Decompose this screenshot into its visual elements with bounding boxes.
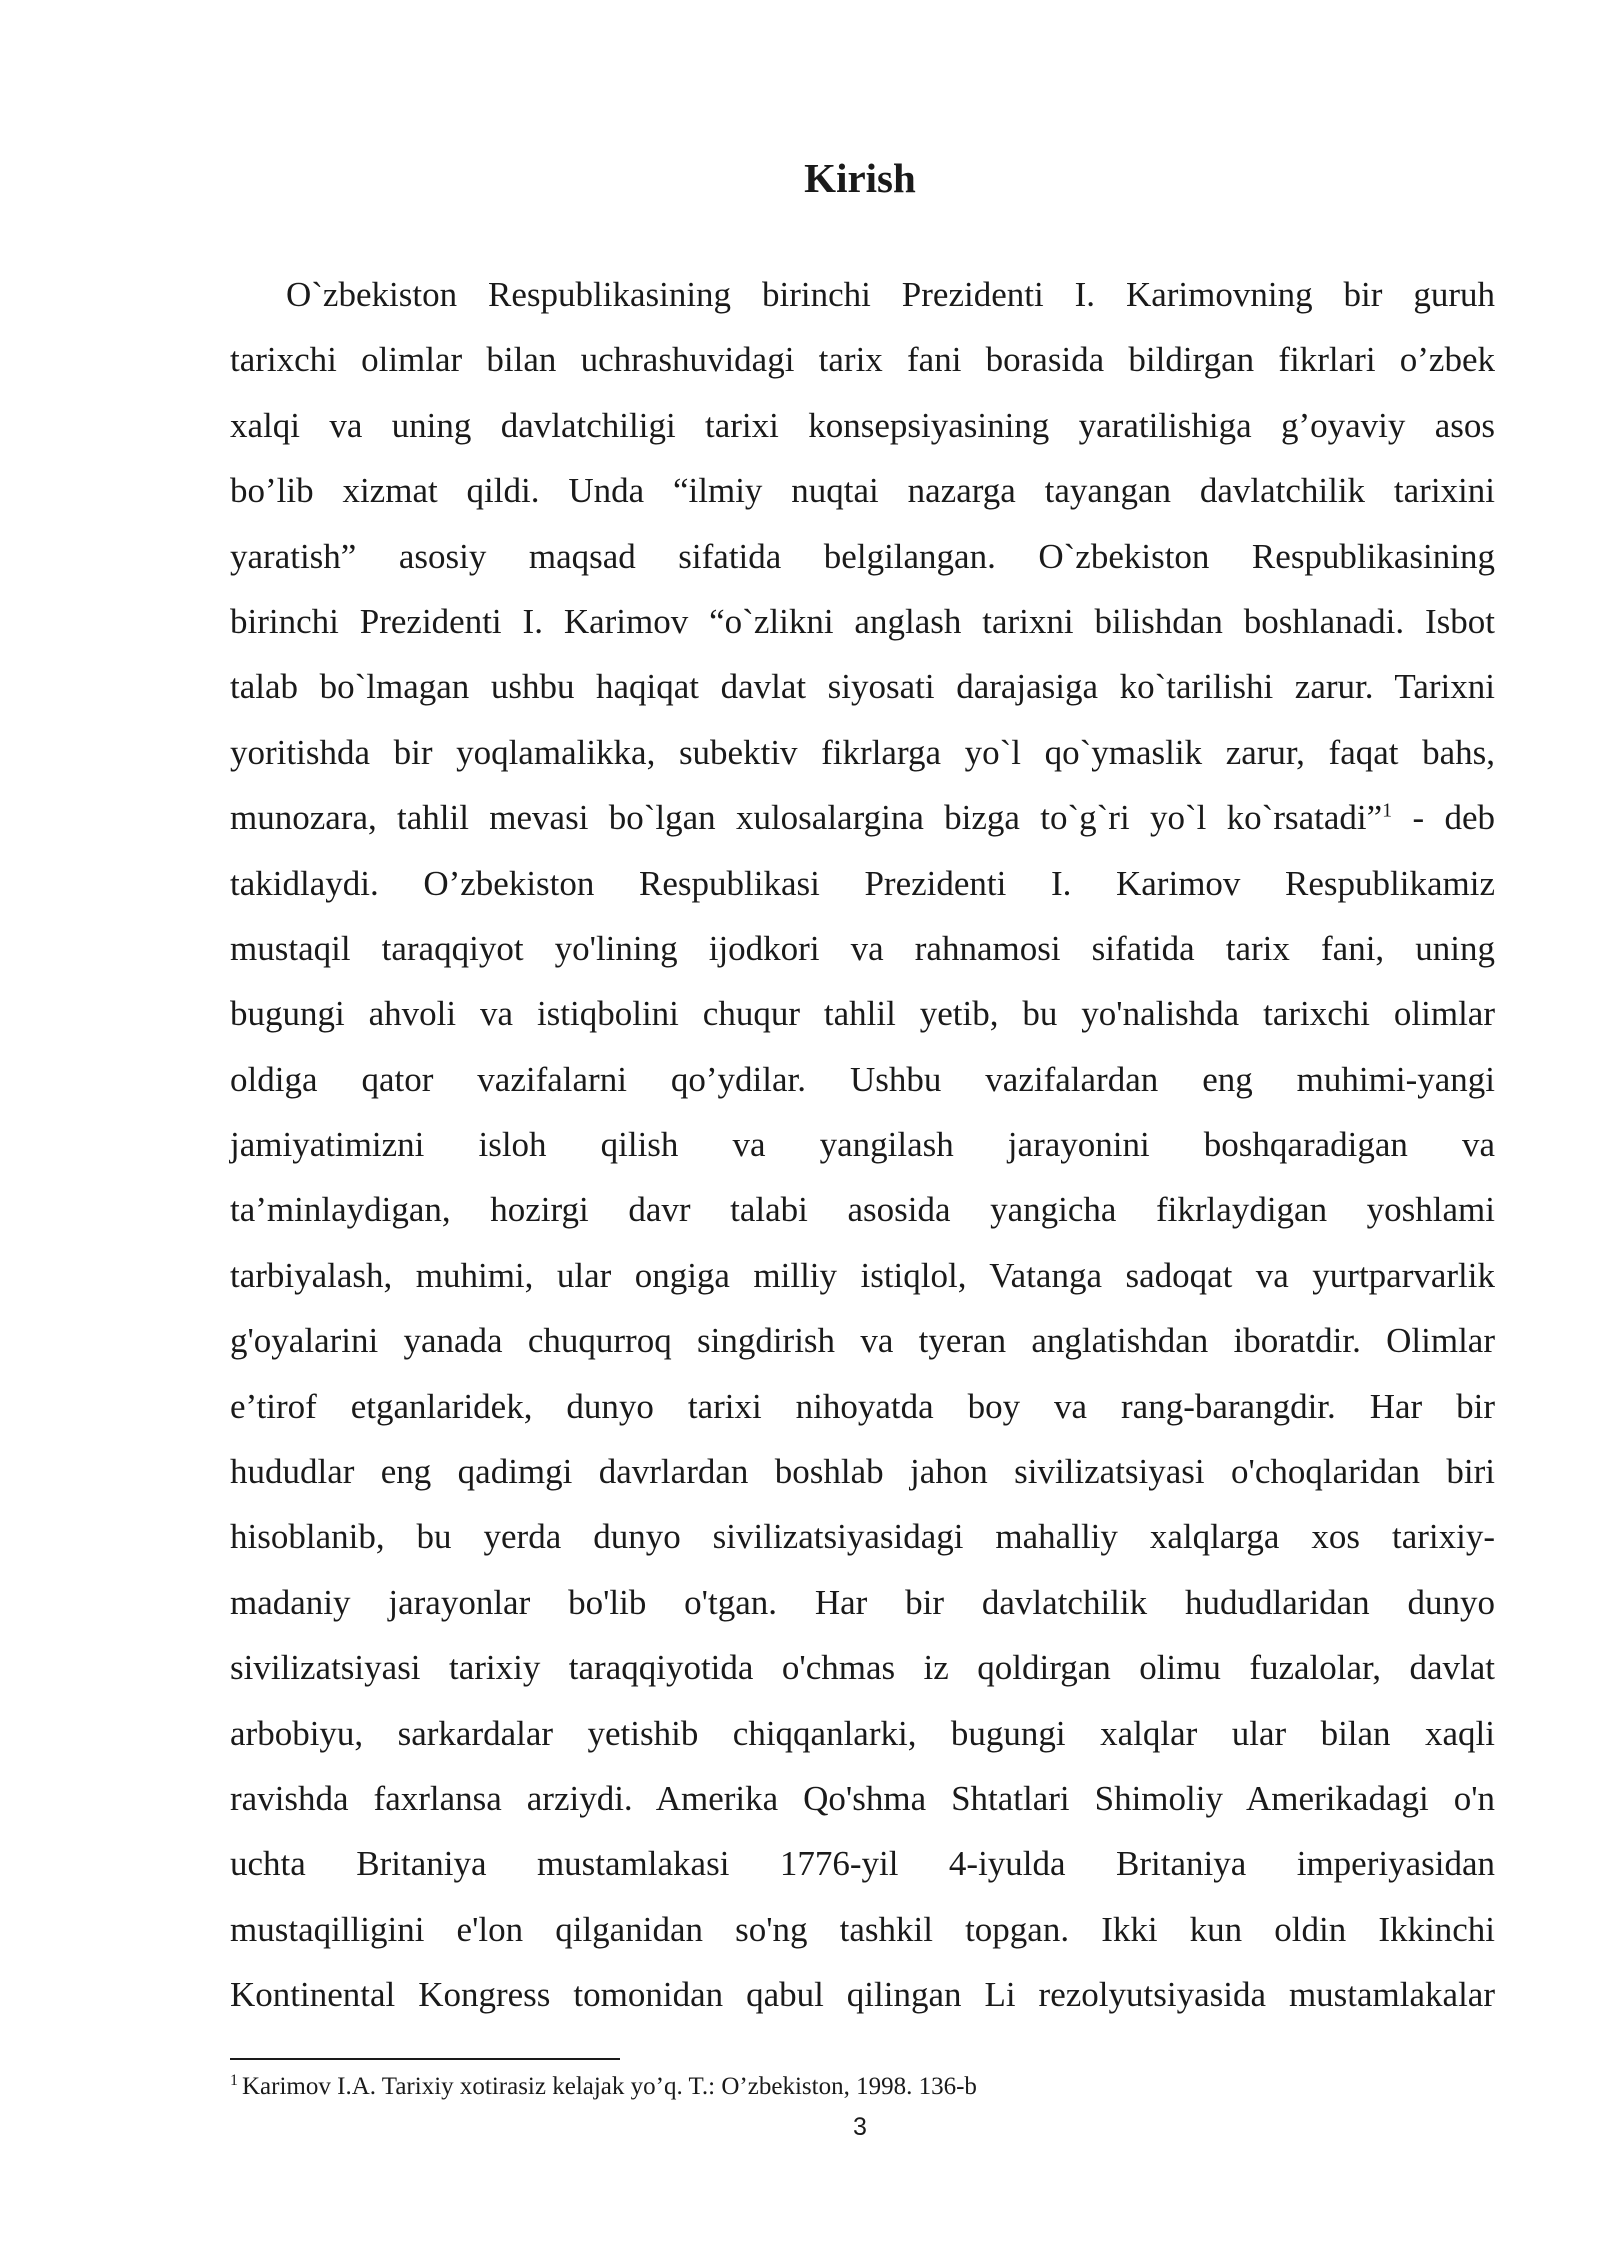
paragraph-line: yaratish” asosiy maqsad sifatida belgilangan. O`zbekiston Respublikasining — [230, 536, 1495, 576]
footnote-separator — [230, 2058, 620, 2060]
paragraph-line: tarixchi olimlar bilan uchrashuvidagi tarix fani borasida bildirgan fikrlari o’zbek — [230, 340, 1495, 380]
paragraph-line: mustaqilligini e'lon qilganidan so'ng tashkil topgan. Ikki kun oldin Ikkinchi — [230, 1909, 1495, 1949]
paragraph-line: hisoblanib, bu yerda dunyo sivilizatsiyasidagi mahalliy xalqlarga xos tarixiy- — [230, 1517, 1495, 1557]
paragraph-line-with-footnote — [230, 785, 1495, 850]
paragraph-line: ta’minlaydigan, hozirgi davr talabi asosida yangicha fikrlaydigan yoshlami — [230, 1190, 1495, 1230]
footnote-text: Karimov I.A. Tarixiy xotirasiz kelajak yo’q. T.: O’zbekiston, 1998. 136-b — [242, 2073, 977, 2100]
paragraph-line: bo’lib xizmat qildi. Unda “ilmiy nuqtai nazarga tayangan davlatchilik tarixini — [230, 471, 1495, 511]
paragraph-line: jamiyatimizni isloh qilish va yangilash jarayonini boshqaradigan va — [230, 1125, 1495, 1165]
paragraph-line: talab bo`lmagan ushbu haqiqat davlat siyosati darajasiga ko`tarilishi zarur. Tarixni — [230, 667, 1495, 707]
page-number: 3 — [853, 2113, 867, 2141]
paragraph-line: yoritishda bir yoqlamalikka, subektiv fikrlarga yo`l qo`ymaslik zarur, faqat bahs, — [230, 732, 1495, 772]
paragraph-line: ravishda faxrlansa arziydi. Amerika Qo'shma Shtatlari Shimoliy Amerikadagi o'n — [230, 1778, 1495, 1818]
paragraph-line: arbobiyu, sarkardalar yetishib chiqqanlarki, bugungi xalqlar ular bilan xaqli — [230, 1713, 1495, 1753]
paragraph-line: O`zbekiston Respublikasining birinchi Prezidenti I. Karimovning bir guruh — [286, 275, 1495, 314]
paragraph-line: birinchi Prezidenti I. Karimov “o`zlikni anglash tarixni bilishdan boshlanadi. Isbot — [230, 601, 1495, 641]
footnote-reference[interactable]: 1 — [1382, 799, 1393, 822]
paragraph-line: tarbiyalash, muhimi, ular ongiga milliy istiqlol, Vatanga sadoqat va yurtparvarlik — [230, 1255, 1495, 1295]
paragraph-line: e’tirof etganlaridek, dunyo tarixi nihoyatda boy va rang-barangdir. Har bir — [230, 1386, 1495, 1426]
page-title: Kirish — [804, 155, 916, 201]
line-text: munozara, tahlil mevasi bo`lgan xulosalargina bizga to`g`ri yo`l ko`rsatadi” — [230, 798, 1383, 838]
paragraph-line: g'oyalarini yanada chuqurroq singdirish va tyeran anglatishdan iboratdir. Olimlar — [230, 1321, 1495, 1361]
paragraph-line: uchta Britaniya mustamlakasi 1776-yil 4-iyulda Britaniya imperiyasidan — [230, 1844, 1495, 1884]
footnote-number: 1 — [230, 2071, 238, 2089]
paragraph-line: bugungi ahvoli va istiqbolini chuqur tahlil yetib, bu yo'nalishda tarixchi olimlar — [230, 994, 1495, 1034]
paragraph-line: madaniy jarayonlar bo'lib o'tgan. Har bir davlatchilik hududlaridan dunyo — [230, 1582, 1495, 1622]
body-paragraph — [230, 262, 1495, 2028]
paragraph-line: xalqi va uning davlatchiligi tarixi konsepsiyasining yaratilishiga g’oyaviy asos — [230, 405, 1495, 445]
line-tail: - deb — [1392, 798, 1495, 838]
paragraph-line: takidlaydi. O’zbekiston Respublikasi Prezidenti I. Karimov Respublikamiz — [230, 863, 1495, 903]
paragraph-line: sivilizatsiyasi tarixiy taraqqiyotida o'chmas iz qoldirgan olimu fuzalolar, davlat — [230, 1648, 1495, 1688]
paragraph-line: oldiga qator vazifalarni qo’ydilar. Ushbu vazifalardan eng muhimi-yangi — [230, 1059, 1495, 1099]
paragraph-line: Kontinental Kongress tomonidan qabul qilingan Li rezolyutsiyasida mustamlakalar — [230, 1975, 1495, 2015]
footnote — [230, 2070, 1495, 2104]
paragraph-line: hududlar eng qadimgi davrlardan boshlab jahon sivilizatsiyasi o'choqlaridan biri — [230, 1452, 1495, 1492]
paragraph-line: mustaqil taraqqiyot yo'lining ijodkori va rahnamosi sifatida tarix fani, uning — [230, 928, 1495, 968]
